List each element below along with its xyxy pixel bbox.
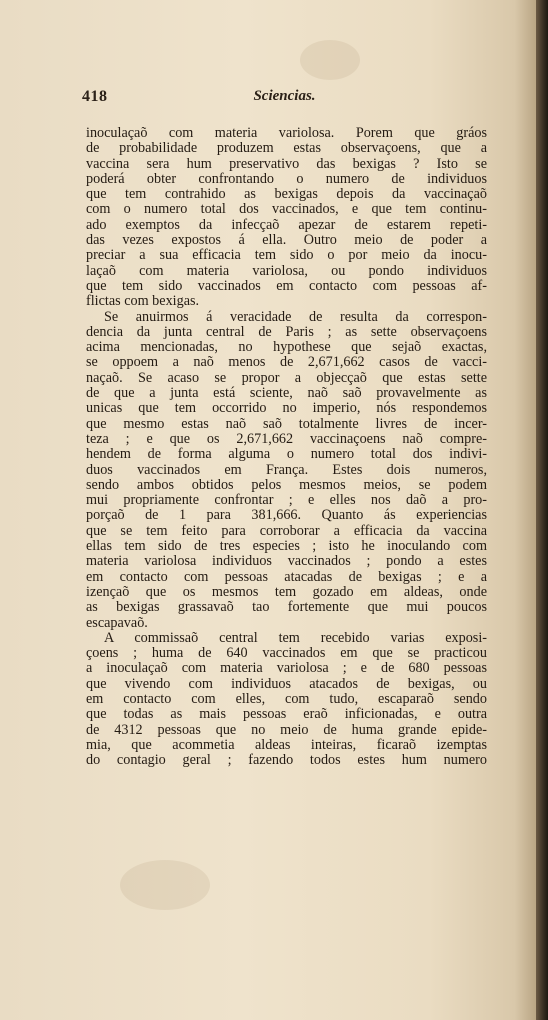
text-line: das vezes expostos á ella. Outro meio de poder a	[86, 232, 487, 249]
text-line: de que a junta está sciente, naõ saõ provavelmente as	[86, 385, 487, 402]
text-line: ado exemptos da infecçaõ apezar de estarem repeti-	[86, 216, 487, 233]
text-line: sendo ambos obtidos pelos mesmos meios, se podem	[86, 476, 487, 493]
text-line: escapavaõ.	[86, 614, 148, 631]
running-title: Sciencias.	[253, 88, 316, 104]
text-line: que se tem feito para corroborar a efficacia da vaccina	[86, 522, 487, 539]
text-line: Se anuirmos á veracidade de resulta da correspon-	[104, 308, 487, 325]
text-line: se oppoem a naõ menos de 2,671,662 casos de vacci-	[86, 354, 487, 371]
text-line: em contacto com pessoas atacadas de bexigas ; e a	[86, 568, 487, 585]
text-line: teza ; e que os 2,671,662 vaccinaçoens naõ compre-	[86, 430, 487, 447]
text-line: do contagio geral ; fazendo todos estes hum numero	[86, 752, 487, 769]
text-line: hendem de forma alguma o numero total dos indivi-	[86, 446, 487, 463]
text-line: A commissaõ central tem recebido varias exposi-	[104, 629, 487, 646]
text-line: que vivendo com individuos atacados de bexigas, ou	[86, 675, 487, 692]
text-line: unicas que tem occorrido no imperio, nós respondemos	[86, 400, 487, 417]
page-number: 418	[82, 88, 108, 105]
body-text	[86, 126, 487, 768]
text-line: de probabilidade produzem estas observaçoens, que a	[86, 140, 487, 157]
paper-stain	[120, 860, 210, 910]
text-line: materia variolosa individuos vaccinados ; pondo a estes	[86, 553, 487, 570]
text-line: em contacto com elles, com tudo, escaparaõ sendo	[86, 690, 487, 707]
text-line: porçaõ de 1 para 381,666. Quanto ás experiencias	[86, 507, 487, 524]
text-line: que mesmo estas naõ saõ totalmente livres de incer-	[86, 415, 487, 432]
text-line: inoculaçaõ com materia variolosa. Porem que gráos	[86, 125, 487, 141]
text-line: que tem contrahido as bexigas depois da vaccinaçaõ	[86, 186, 487, 203]
text-line: de 4312 pessoas que no meio de huma grande epide-	[86, 721, 487, 738]
text-line: preciar a sua efficacia tem sido o por meio da inocu-	[86, 247, 487, 264]
text-line: que todas as mais pessoas eraõ inficionadas, e outra	[86, 706, 487, 723]
text-line: mui propriamente confrontar ; e elles nos daõ a pro-	[86, 492, 487, 509]
text-line: çoens ; huma de 640 vaccinados em que se practicou	[86, 645, 487, 662]
text-line: as bexigas grassavaõ tao fortemente que mui poucos	[86, 599, 487, 616]
running-header	[82, 88, 487, 110]
text-line: laçaõ com materia variolosa, ou pondo individuos	[86, 262, 487, 279]
page-edge	[536, 0, 548, 1020]
text-line: vaccina sera hum preservativo das bexigas ? Isto se	[86, 155, 487, 172]
text-line: duos vaccinados em França. Estes dois numeros,	[86, 461, 487, 478]
text-line: izençaõ que os mesmos tem gozado em aldeas, onde	[86, 583, 487, 600]
text-line: naçaõ. Se acaso se propor a objecçaõ que estas sette	[86, 369, 487, 386]
text-line: flictas com bexigas.	[86, 293, 200, 310]
text-line: com o numero total dos vaccinados, e que tem continu-	[86, 201, 487, 218]
paper-stain	[300, 40, 360, 80]
text-line: mia, que acommetia aldeas inteiras, ficaraõ izemptas	[86, 736, 487, 753]
text-line: acima mencionadas, no hypothese que sejaõ exactas,	[86, 339, 487, 356]
text-line: que tem sido vaccinados em contacto com pessoas af-	[86, 277, 487, 294]
text-line: poderá obter confrontando o numero de individuos	[86, 170, 487, 187]
text-line: dencia da junta central de Paris ; as sette observaçoens	[86, 323, 487, 340]
text-line: ellas tem sido de tres especies ; isto he inoculando com	[86, 538, 487, 555]
text-line: a inoculaçaõ com materia variolosa ; e de 680 pessoas	[86, 660, 487, 677]
